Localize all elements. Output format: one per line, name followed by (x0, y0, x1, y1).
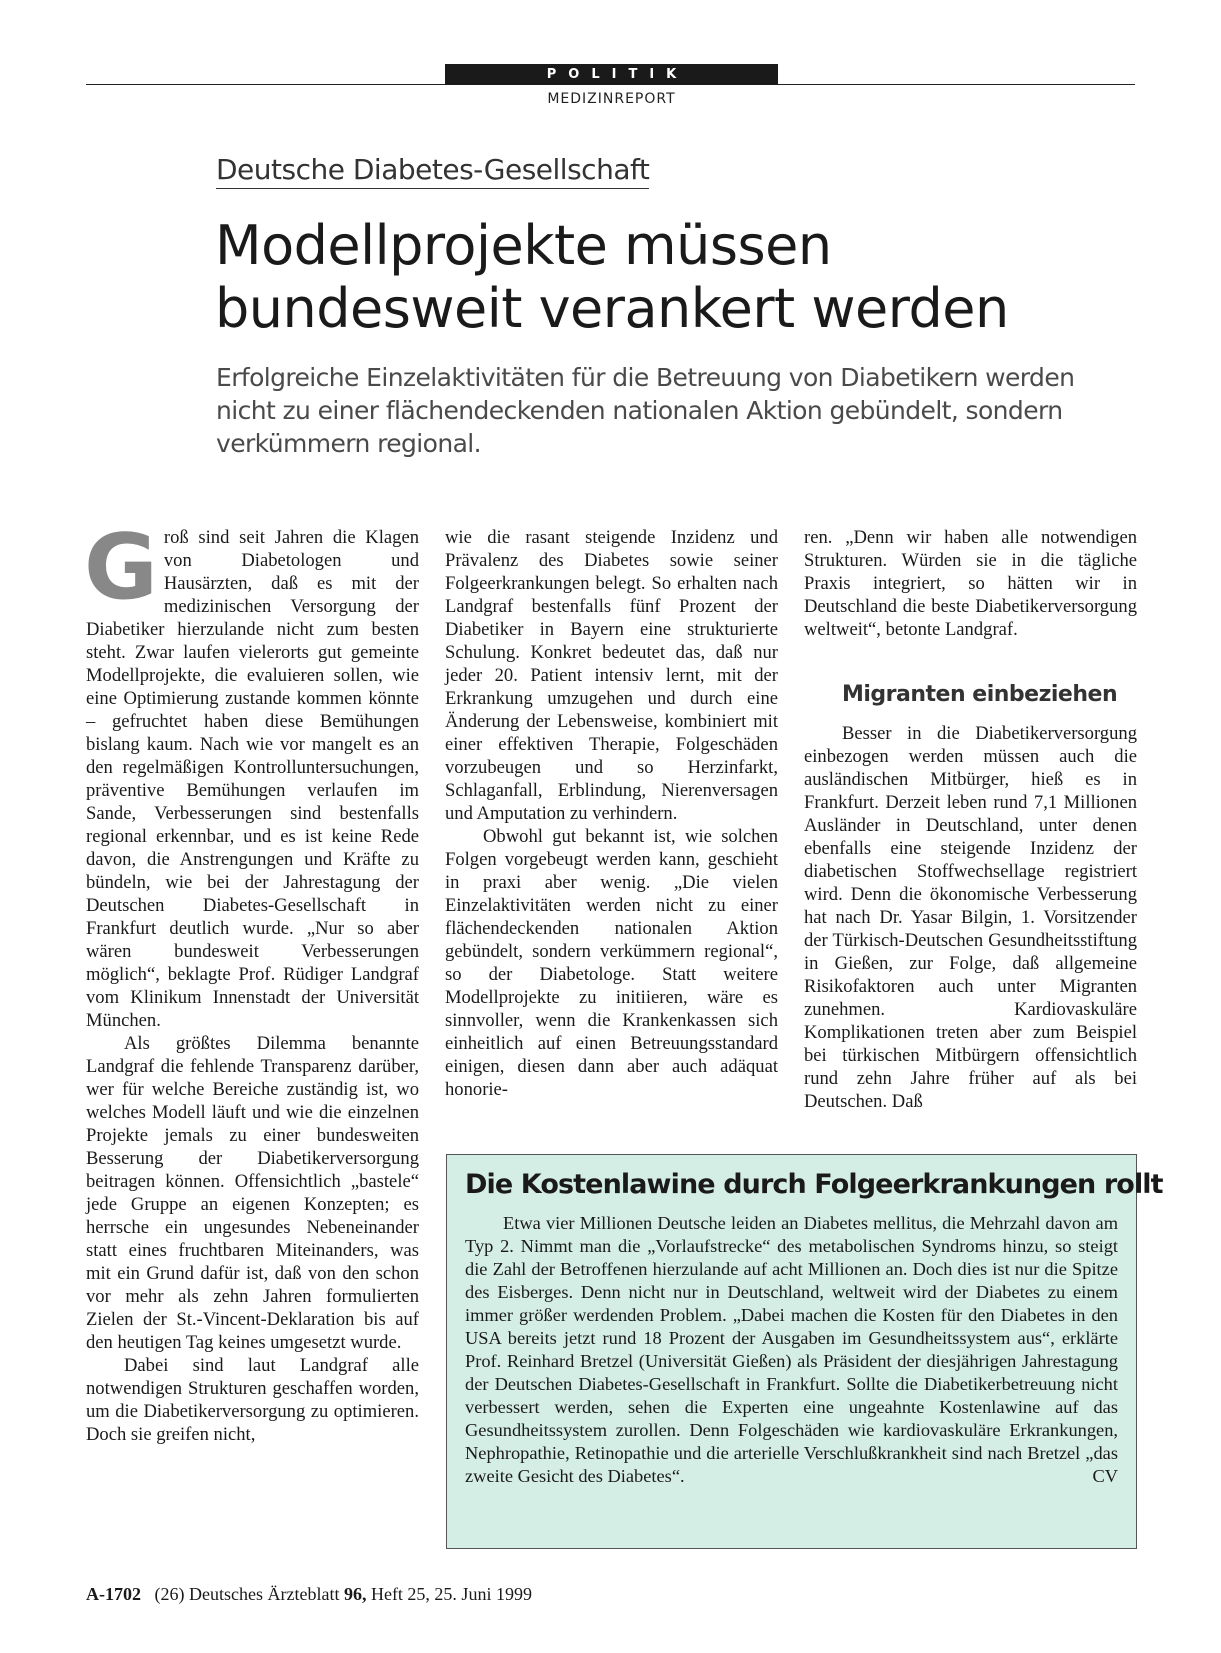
paragraph-text: roß sind seit Jahren die Klagen von Diabetologen und Hausärzten, daß es mit der medizinischen Versorgung der Diabetiker hierzulande nicht zum besten steht. Zwar laufen vielerorts gut gemeinte Modellprojekte, die evaluieren sollen, wie eine Optimierung zustande kommen könnte – gefruchtet haben diese Bemühungen bislang kaum. Nach wie vor mangelt es an den regelmäßigen Kontrolluntersuchungen, präventive Bemühungen verlaufen im Sande, Verbesserungen sind bestenfalls regional erkennbar, und es ist keine Rede davon, die Anstrengungen und Kräfte zu bündeln, wie bei der Jahrestagung der Deutschen Diabetes-Gesellschaft in Frankfurt deutlich wurde. „Nur so aber wären bundesweit Verbesserungen möglich“, beklagte Prof. Rüdiger Landgraf vom Klinikum Innenstadt der Universität München. (86, 527, 419, 1031)
journal-volume: 96, (343, 1584, 367, 1604)
body-paragraph (84, 515, 419, 1032)
journal-issue: Heft 25, 25. Juni 1999 (370, 1584, 532, 1604)
page-footer (86, 1584, 532, 1605)
article-kicker: Deutsche Diabetes-Gesellschaft (216, 153, 649, 189)
info-box (446, 1154, 1163, 1549)
body-paragraph: ren. „Denn wir haben alle notwendigen Strukturen. Würden sie in die tägliche Praxis integriert, so hätten wir in Deutschland die beste Diabetikerversorgung weltweit“, betonte Landgraf. (804, 527, 1137, 640)
subsection-label: MEDIZINREPORT (547, 91, 676, 107)
journal-name: Deutsches Ärzteblatt (189, 1584, 340, 1604)
page-number: (26) (154, 1584, 185, 1604)
headline-line-2: bundesweit verankert werden (215, 277, 1009, 340)
article-lead: Erfolgreiche Einzelaktivitäten für die Betreuung von Diabetikern werden nicht zu einer flächendeckenden nationalen Aktion gebündelt, sondern verkümmern regional. (216, 363, 1075, 458)
drop-cap: G (84, 515, 158, 620)
section-label: POLITIK (445, 64, 778, 85)
body-paragraph: Dabei sind laut Landgraf alle notwendigen Strukturen geschaffen worden, um die Diabetikerversorgung zu optimieren. Doch sie greifen nicht, (86, 1355, 419, 1445)
article-column-1 (84, 515, 419, 1446)
article-column-2 (445, 526, 778, 1101)
info-box-title: Die Kostenlawine durch Folgeerkrankungen rollt (465, 1169, 1163, 1200)
info-box-body: Etwa vier Millionen Deutsche leiden an Diabetes mellitus, die Mehrzahl davon am Typ 2. Nimmt man die „Vorlaufstrecke“ des metabolischen Syndroms hinzu, so steigt die Zahl der Betroffenen hierzulande auf acht Millionen an. Doch dies ist nur die Spitze des Eisberges. Denn nicht nur in Deutschland, weltweit wird der Diabetes zu einem immer größer werdenden Problem. „Dabei machen die Kosten für den Diabetes in den USA bereits jetzt rund 18 Prozent der Ausgaben im Gesundheitssystem aus“, erklärte Prof. Reinhard Bretzel (Universität Gießen) als Präsident der diesjährigen Jahrestagung der Deutschen Diabetes-Gesellschaft in Frankfurt. Sollte die Diabetikerbetreuung nicht verbessert werden, sehen die Experten eine ungeahnte Kostenlawine auf das Gesundheitssystem zurollen. Denn Folgeschäden wie kardiovaskuläre Erkrankungen, Nephropathie, Retinopathie und die arterielle Verschlußkrankheit sind nach Bretzel „das zweite Gesicht des Diabetes“. (465, 1213, 1118, 1486)
page-id: A-1702 (86, 1584, 141, 1604)
info-box-text (465, 1212, 1118, 1488)
article-column-3 (804, 526, 1137, 1113)
article-headline (215, 214, 1009, 340)
body-paragraph: Obwohl gut bekannt ist, wie solchen Folgen vorgebeugt werden kann, geschieht in praxi aber wenig. „Die vielen Einzelaktivitäten werden nicht zu einer flächendeckenden nationalen Aktion gebündelt, sondern verkümmern regional“, so der Diabetologe. Statt weitere Modellprojekte zu initiieren, wäre es sinnvoller, wenn die Krankenkassen sich einheitlich auf einen Betreuungsstandard einigen, diesen dann aber auch adäquat honorie- (445, 826, 778, 1100)
body-paragraph: Besser in die Diabetikerversorgung einbezogen werden müssen auch die ausländischen Mitbürger, hieß es in Frankfurt. Derzeit leben rund 7,1 Millionen Ausländer in Deutschland, unter denen ebenfalls eine steigende Inzidenz der diabetischen Stoffwechsellage registriert wird. Denn die ökonomische Verbesserung hat nach Dr. Yasar Bilgin, 1. Vorsitzender der Türkisch-Deutschen Gesundheitsstiftung in Gießen, zur Folge, daß allgemeine Risikofaktoren auch unter Migranten zunehmen. Kardiovaskuläre Komplikationen treten aber zum Beispiel bei türkischen Mitbürgern offensichtlich rund zehn Jahre früher auf als bei Deutschen. Daß (804, 723, 1137, 1112)
body-paragraph: wie die rasant steigende Inzidenz und Prävalenz des Diabetes sowie seiner Folgeerkrankungen belegt. So erhalten nach Landgraf bestenfalls fünf Prozent der Diabetiker in Bayern eine strukturierte Schulung. Konkret bedeutet das, daß nur jeder 20. Patient intensiv lernt, mit der Erkrankung umzugehen und durch eine Änderung der Lebensweise, kombiniert mit einer effektiven Therapie, Folgeschäden vorzubeugen und so Herzinfarkt, Schlaganfall, Erblindung, Nierenversagen und Amputation zu verhindern. (445, 527, 778, 824)
author-signature: CV (1092, 1466, 1118, 1486)
body-paragraph: Als größtes Dilemma benannte Landgraf die fehlende Transparenz darüber, wer für welche Bereiche zuständig ist, wo welches Modell läuft und wie die einzelnen Projekte jemals zu einer bundesweiten Besserung der Diabetikerversorgung beitragen können. Offensichtlich „bastele“ jede Gruppe an eigenen Konzepten; es herrsche ein ungesundes Nebeneinander statt eines fruchtbaren Miteinanders, was mit ein Grund dafür ist, daß von den schon vor mehr als zehn Jahren formulierten Zielen der St.-Vincent-Deklaration bis auf den heutigen Tag keines umgesetzt wurde. (86, 1033, 419, 1353)
headline-line-1: Modellprojekte müssen (215, 214, 832, 277)
section-subhead: Migranten einbeziehen (842, 682, 1118, 707)
